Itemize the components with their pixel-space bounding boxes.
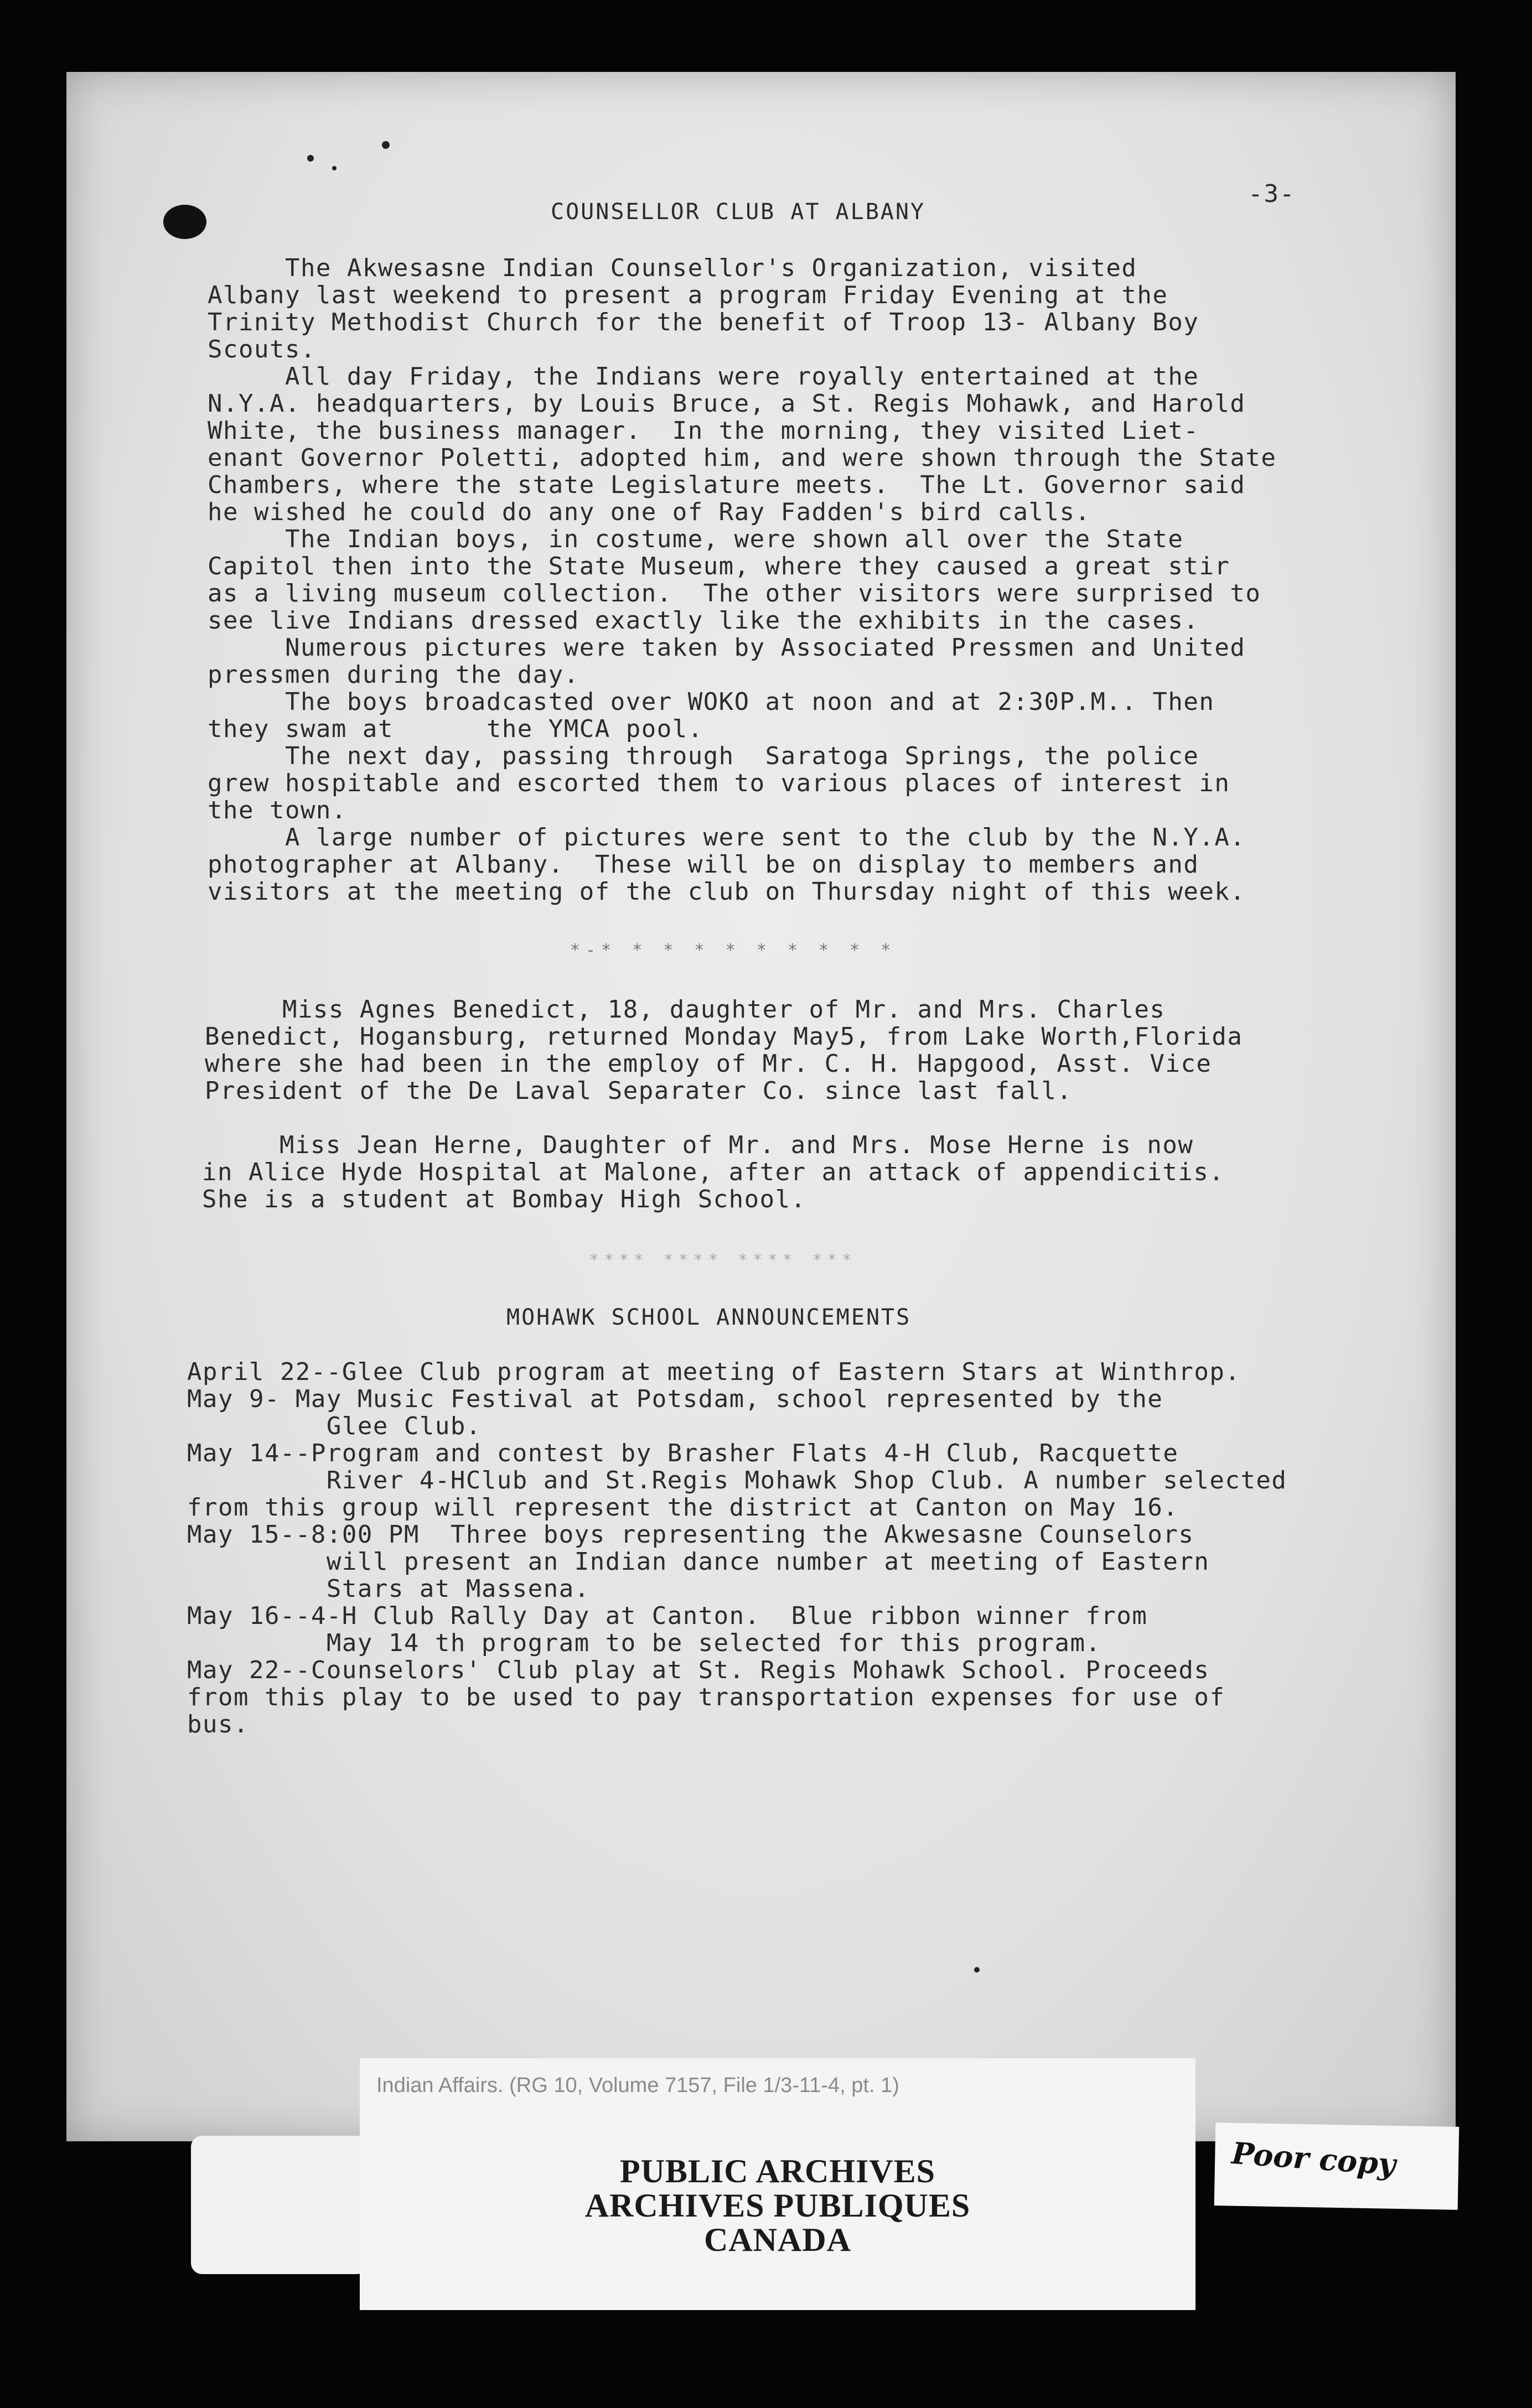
archive-name-french: ARCHIVES PUBLIQUES — [584, 2187, 971, 2224]
announcements-body: April 22--Glee Club program at meeting of Eastern Stars at Winthrop. May 9- May Music Festival at Potsdam, school represented by the Glee Club. May 14--Program and contest by Brasher Flats 4-H Club, Racquette River 4-HClub and St.Regis Mohawk Shop Club. A number selected from this group will represent the district at Canton on May 16. May 15--8:00 PM Three boys representing the Akwesasne Counselors will present an Indian dance number at meeting of Eastern Stars at Massena. May 16--4-H Club Rally Day at Canton. Blue ribbon winner from May 14 th program to be selected for this program. May 22--Counselors' Club play at St. Regis Mohawk School. Proceeds from this play to be used to pay transportation expenses for use of bus. — [187, 1358, 1287, 1738]
archive-reference: Indian Affairs. (RG 10, Volume 7157, File 1/3-11-4, pt. 1) — [376, 2074, 899, 2097]
section-separator: **** **** **** *** — [589, 1250, 857, 1269]
archive-name-country: CANADA — [704, 2222, 851, 2258]
section-separator: *-* * * * * * * * * * — [570, 941, 897, 960]
news-item-herne: Miss Jean Herne, Daughter of Mr. and Mrs. Mose Herne is now in Alice Hyde Hospital at Malone, after an attack of appendicitis. She is a student at Bombay High School. — [202, 1131, 1225, 1213]
archive-label-tab — [191, 2136, 368, 2274]
page-number: -3- — [1248, 180, 1296, 208]
poor-copy-note: Poor copy — [1230, 2135, 1397, 2182]
speck — [307, 155, 314, 162]
news-item-benedict: Miss Agnes Benedict, 18, daughter of Mr. and Mrs. Charles Benedict, Hogansburg, returned Monday May5, from Lake Worth,Florida where she had been in the employ of Mr. C. H. Hapgood, Asst. Vice President of the De Laval Separater Co. since last fall. — [205, 995, 1243, 1105]
poor-copy-tag — [1214, 2122, 1459, 2210]
article-title: COUNSELLOR CLUB AT ALBANY — [551, 199, 926, 225]
punch-hole — [163, 205, 206, 239]
speck — [974, 1967, 980, 1973]
archive-label — [360, 2058, 1195, 2310]
speck — [382, 141, 390, 149]
speck — [332, 166, 337, 170]
announcements-title: MOHAWK SCHOOL ANNOUNCEMENTS — [506, 1305, 912, 1330]
article-body: The Akwesasne Indian Counsellor's Organization, visited Albany last weekend to present a program Friday Evening at the Trinity Methodist Church for the benefit of Troop 13- Albany Boy Scouts. All day Friday, the Indians were royally entertained at the N.Y.A. headquarters, by Louis Bruce, a St. Regis Mohawk, and Harold White, the business manager. In the morning, they visited Liet- enant Governor Poletti, adopted him, and were shown through the State Chambers, where the state Legislature meets. The Lt. Governor said he wished he could do any one of Ray Fadden's bird calls. The Indian boys, in costume, were shown all over the State Capitol then into the State Museum, where they caused a great stir as a living museum collection. The other visitors were surprised to see live Indians dressed exactly like the exhibits in the cases. Numerous pictures were taken by Associated Pressmen and United pressmen during the day. The boys broadcasted over WOKO at noon and at 2:30P.M.. Then they swam at the YMCA pool. The next day, passing through Saratoga Springs, the police grew hospitable and escorted them to various places of interest in the town. A large number of pictures were sent to the club by the N.Y.A. photographer at Albany. These will be on display to members and visitors at the meeting of the club on Thursday night of this week. — [208, 254, 1277, 906]
archive-name-english: PUBLIC ARCHIVES — [619, 2153, 936, 2189]
